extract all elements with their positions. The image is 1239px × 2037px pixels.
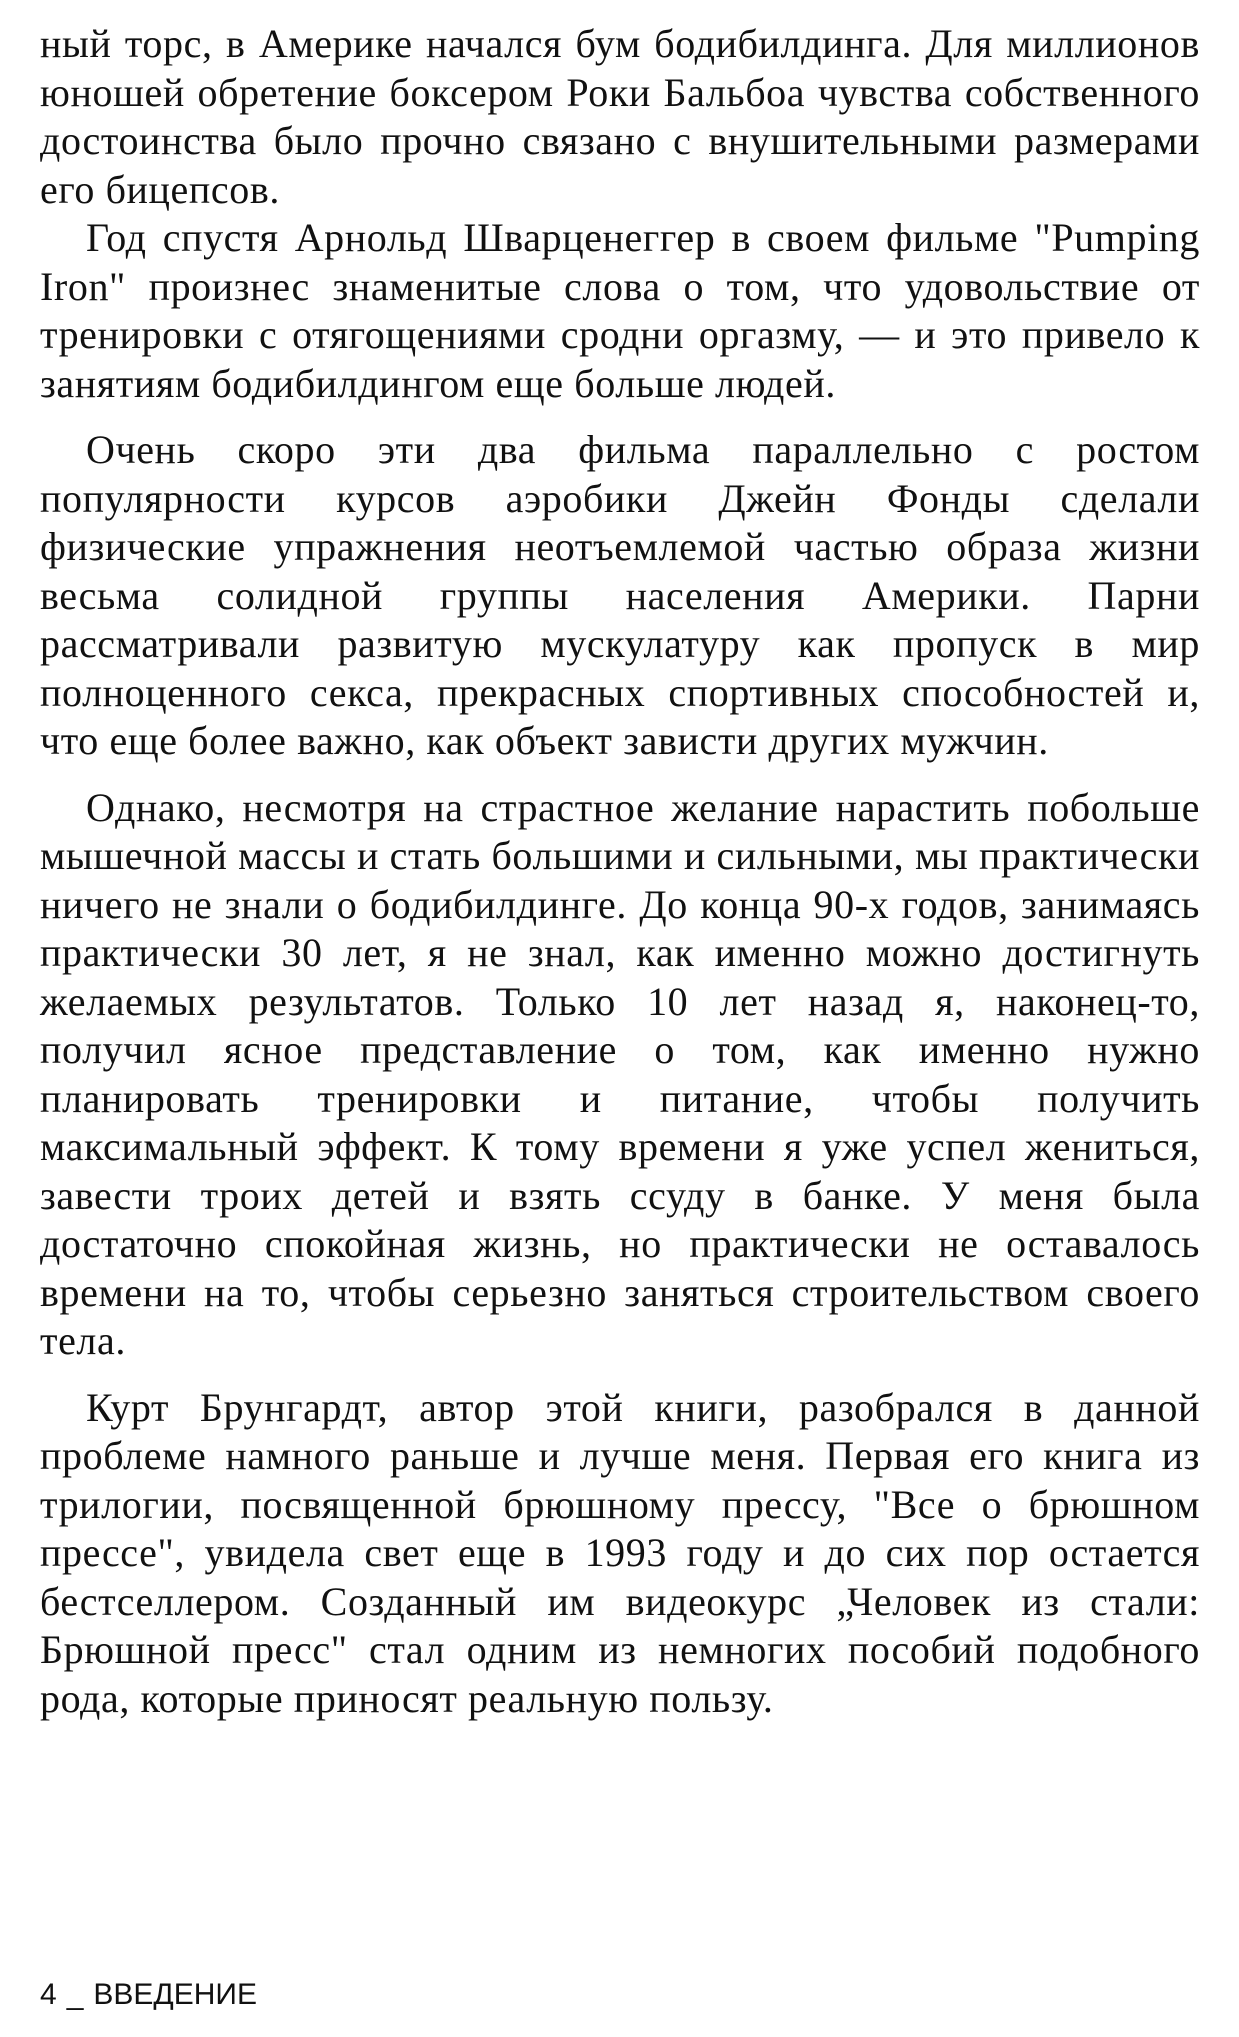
paragraph-5: Курт Брунгардт, автор этой книги, разобрался в данной проблеме намного раньше и лучше меня. Первая его книга из трилогии, посвященной брюшному прессу, "Все о брюшном прессе", увидела свет еще в 1993 году и до сих пор остается бестселлером. Созданный им видеокурс „Человек из стали: Брюшной пресс" стал одним из немногих пособий подобного рода, которые приносят реальную пользу.	[40, 1384, 1200, 1721]
paragraph-1: ный торс, в Америке начался бум бодибилдинга. Для миллионов юношей обретение боксером Роки Бальбоа чувства собственного достоинства было прочно связано с внушительными размерами его бицепсов.	[40, 21, 1200, 212]
paragraph-4: Однако, несмотря на страстное желание нарастить побольше мышечной массы и стать большими и сильными, мы практически ничего не знали о бодибилдинге. До конца 90-х годов, занимаясь практически 30 лет, я не знал, как именно можно достигнуть желаемых результатов. Только 10 лет назад я, наконец-то, получил ясное представление о том, как именно нужно планировать тренировки и питание, чтобы получить максимальный эффект. К тому времени я уже успел жениться, завести троих детей и взять ссуду в банке. У меня была достаточно спокойная жизнь, но практически не оставалось времени на то, чтобы серьезно заняться строительством своего тела.	[40, 784, 1200, 1363]
paragraph-3: Очень скоро эти два фильма параллельно с ростом популярности курсов аэробики Джейн Фонды сделали физические упражнения неотъемлемой частью образа жизни весьма солидной группы населения Америки. Парни рассматривали развитую мускулатуру как пропуск в мир полноценного секса, прекрасных спортивных способностей и, что еще более важно, как объект зависти других мужчин.	[40, 427, 1200, 763]
paragraph-2: Год спустя Арнольд Шварценеггер в своем фильме "Pumping Iron" произнес знаменитые слова о том, что удовольствие от тренировки с отягощениями сродни оргазму, — и это привело к занятиям бодибилдингом еще больше людей.	[40, 215, 1200, 406]
page-number: 4	[40, 1978, 57, 2011]
body-text	[40, 20, 1200, 1723]
section-title: ВВЕДЕНИЕ	[93, 1978, 257, 2011]
footer-separator: _	[66, 1978, 84, 2011]
page-footer	[40, 1978, 257, 2012]
